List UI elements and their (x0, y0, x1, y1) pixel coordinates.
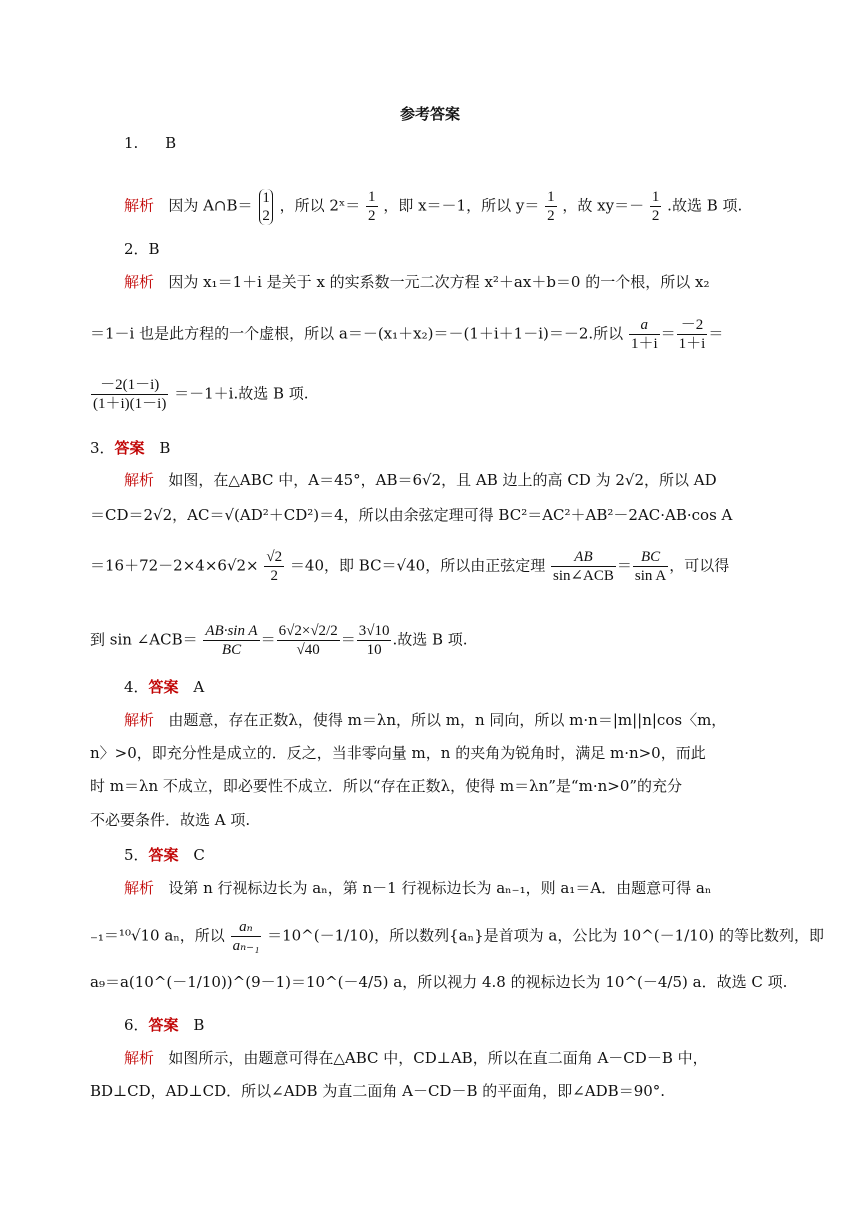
q2-number: 2． (124, 240, 149, 258)
analysis-label: 解析 (124, 196, 155, 215)
q2-text-3: ＝－1＋i.故选 B 项. (174, 384, 309, 403)
q1-text-b: ，所以 2ˣ＝ (279, 196, 361, 215)
q2-answer: B (148, 240, 160, 258)
answer-label: 答案 (148, 678, 179, 696)
q2-frac-1: $\frac{a}{1+i}$ (630, 317, 658, 352)
q5-answer: C (193, 846, 205, 864)
q1-set: 1 2 (259, 189, 273, 225)
q6-text-1: 如图所示，由题意可得在△ABC 中，CD⊥AB，所以在直二面角 A－CD－B 中， (168, 1049, 708, 1067)
q5-text-1: 设第 n 行视标边长为 aₙ，第 n－1 行视标边长为 aₙ₋₁，则 a₁＝A．由题意可得 aₙ (168, 879, 712, 897)
q1-frac-1: $\frac{1}{2}$ (368, 189, 376, 224)
answer-label: 答案 (114, 439, 145, 457)
q1-frac-2: $\frac{1}{2}$ (547, 189, 555, 224)
q2-line2: ＝1－i 也是此方程的一个虚根，所以 a＝－(x₁＋x₂)＝－(1＋i＋1－i)＝－2.所以 $\frac{a}{1+i}$ ＝ $\frac{-2}{1+i}$ ＝ (90, 317, 724, 352)
answer-label: 答案 (148, 1016, 179, 1034)
q1-text-d: ，故 xy＝－ (562, 196, 645, 215)
analysis-label: 解析 (124, 1049, 155, 1067)
q3-text-3c: ，可以得 (669, 556, 730, 575)
q5-line1 (124, 876, 770, 900)
analysis-label: 解析 (124, 879, 155, 897)
q6-number: 6． (124, 1016, 149, 1034)
q2-frac-3: $\frac{-2(1-i)}{(1+i)(1-i)}$ (93, 377, 167, 412)
q3-header (90, 436, 770, 460)
q4-text-3: 时 m＝λn 不成立，即必要性不成立．所以“存在正数λ，使得 m＝λn”是“m·n>0”的充分 (90, 777, 683, 795)
q2-frac-2: $\frac{-2}{1+i}$ (678, 317, 706, 352)
q3-text-4a: 到 sin ∠ACB＝ (90, 630, 198, 649)
q5-line3 (90, 970, 788, 994)
q4-text-2: n〉>0，即充分性是成立的．反之，当非零向量 m，n 的夹角为锐角时，满足 m·n>0，而此 (90, 744, 706, 762)
q3-line4: 到 sin ∠ACB＝ $\frac{\text{AB·sin A}}{BC}$ ＝ $\frac{6√2\times√2/2}{√40}$ ＝ $\frac{3√10}{10}$ .故选 B 项. (90, 623, 468, 658)
answer-label: 答案 (148, 846, 179, 864)
q1-text-e: .故选 B 项. (667, 196, 743, 215)
q5-header (124, 843, 770, 867)
analysis-label: 解析 (124, 273, 155, 291)
q3-frac-5: $\frac{6√2\times√2/2}{√40}$ (278, 623, 338, 658)
q3-text-3b: ＝40，即 BC＝√40，所以由正弦定理 (289, 556, 546, 575)
q3-text-3a: ＝16＋72－2×4×6√2× (90, 556, 259, 575)
q6-line2 (90, 1079, 770, 1103)
page-title: 参考答案 (399, 105, 460, 123)
q3-line3: ＝16＋72－2×4×6√2× $\frac{√2}{2}$ ＝40，即 BC＝√40，所以由正弦定理 $\frac{AB}{\text{sin∠ACB}}$ ＝ $\frac{BC}{\text{sin A}}$ ，可以得 (90, 549, 730, 584)
q5-frac-1: $\frac{\text{aₙ}}{\text{aₙ₋₁}}$ (232, 919, 260, 954)
q3-text-1: 如图，在△ABC 中，A＝45°，AB＝6√2，且 AB 边上的高 CD 为 2√2，所以 AD (168, 471, 717, 489)
q1-answer: B (165, 134, 177, 152)
analysis-label: 解析 (124, 711, 155, 729)
q2-line1 (124, 270, 770, 294)
q5-text-2b: ＝10^(－1/10)，所以数列{aₙ}是首项为 a，公比为 10^(－1/10) 的等比数列，即 (267, 926, 824, 945)
q6-answer: B (193, 1016, 205, 1034)
q4-header (124, 675, 770, 699)
q1-text-c: ，即 x＝－1，所以 y＝ (383, 196, 540, 215)
q5-text-3: a₉＝a(10^(－1/10))^(9－1)＝10^(－4/5) a，所以视力 4.8 的视标边长为 10^(－4/5) a．故选 C 项. (90, 973, 788, 991)
q5-text-2a: ₋₁＝¹⁰√10 aₙ，所以 (90, 926, 225, 945)
q4-text-1: 由题意，存在正数λ，使得 m＝λn，所以 m，n 同向，所以 m·n＝|m||n|cos〈m， (168, 711, 727, 729)
q6-header (124, 1013, 770, 1037)
q1-analysis (124, 188, 770, 225)
q4-answer: A (193, 678, 205, 696)
q3-frac-1: $\frac{√2}{2}$ (266, 549, 283, 584)
q4-text-4: 不必要条件．故选 A 项. (90, 811, 251, 829)
q3-text-4b: .故选 B 项. (392, 630, 468, 649)
q3-frac-2: $\frac{AB}{\text{sin∠ACB}}$ (552, 549, 614, 584)
q6-text-2: BD⊥CD，AD⊥CD．所以∠ADB 为直二面角 A－CD－B 的平面角，即∠ADB＝90°. (90, 1082, 666, 1100)
q3-frac-4: $\frac{\text{AB·sin A}}{BC}$ (205, 623, 258, 658)
q4-line2 (90, 741, 770, 765)
q2-header (124, 237, 770, 261)
q3-frac-6: $\frac{3√10}{10}$ (358, 623, 390, 658)
q4-line3 (90, 774, 770, 798)
analysis-label: 解析 (124, 471, 155, 489)
q2-text-2: ＝1－i 也是此方程的一个虚根，所以 a＝－(x₁＋x₂)＝－(1＋i＋1－i)＝－2.所以 (90, 324, 624, 343)
q3-line2 (90, 503, 770, 527)
q2-text-1: 因为 x₁＝1＋i 是关于 x 的实系数一元二次方程 x²＋ax＋b＝0 的一个根，所以 x₂ (168, 273, 710, 291)
q5-line2 (90, 918, 824, 955)
q4-line1 (124, 708, 770, 732)
q1-text-a: 因为 A∩B＝ (168, 196, 253, 215)
q3-frac-3: $\frac{BC}{\text{sin A}}$ (634, 549, 667, 584)
q5-number: 5． (124, 846, 149, 864)
q2-line3 (90, 376, 770, 413)
q3-answer: B (159, 439, 171, 457)
q3-line1 (124, 468, 770, 492)
q1-number: 1. (124, 134, 139, 152)
q1-header (124, 131, 770, 155)
q3-text-2: ＝CD＝2√2，AC＝√(AD²＋CD²)＝4，所以由余弦定理可得 BC²＝AC²＋AB²－2AC·AB·cos A (90, 506, 733, 524)
q4-number: 4． (124, 678, 149, 696)
q3-number: 3． (90, 439, 115, 457)
q6-line1 (124, 1046, 770, 1070)
q4-line4 (90, 808, 770, 832)
q1-frac-3: $\frac{1}{2}$ (651, 189, 660, 224)
